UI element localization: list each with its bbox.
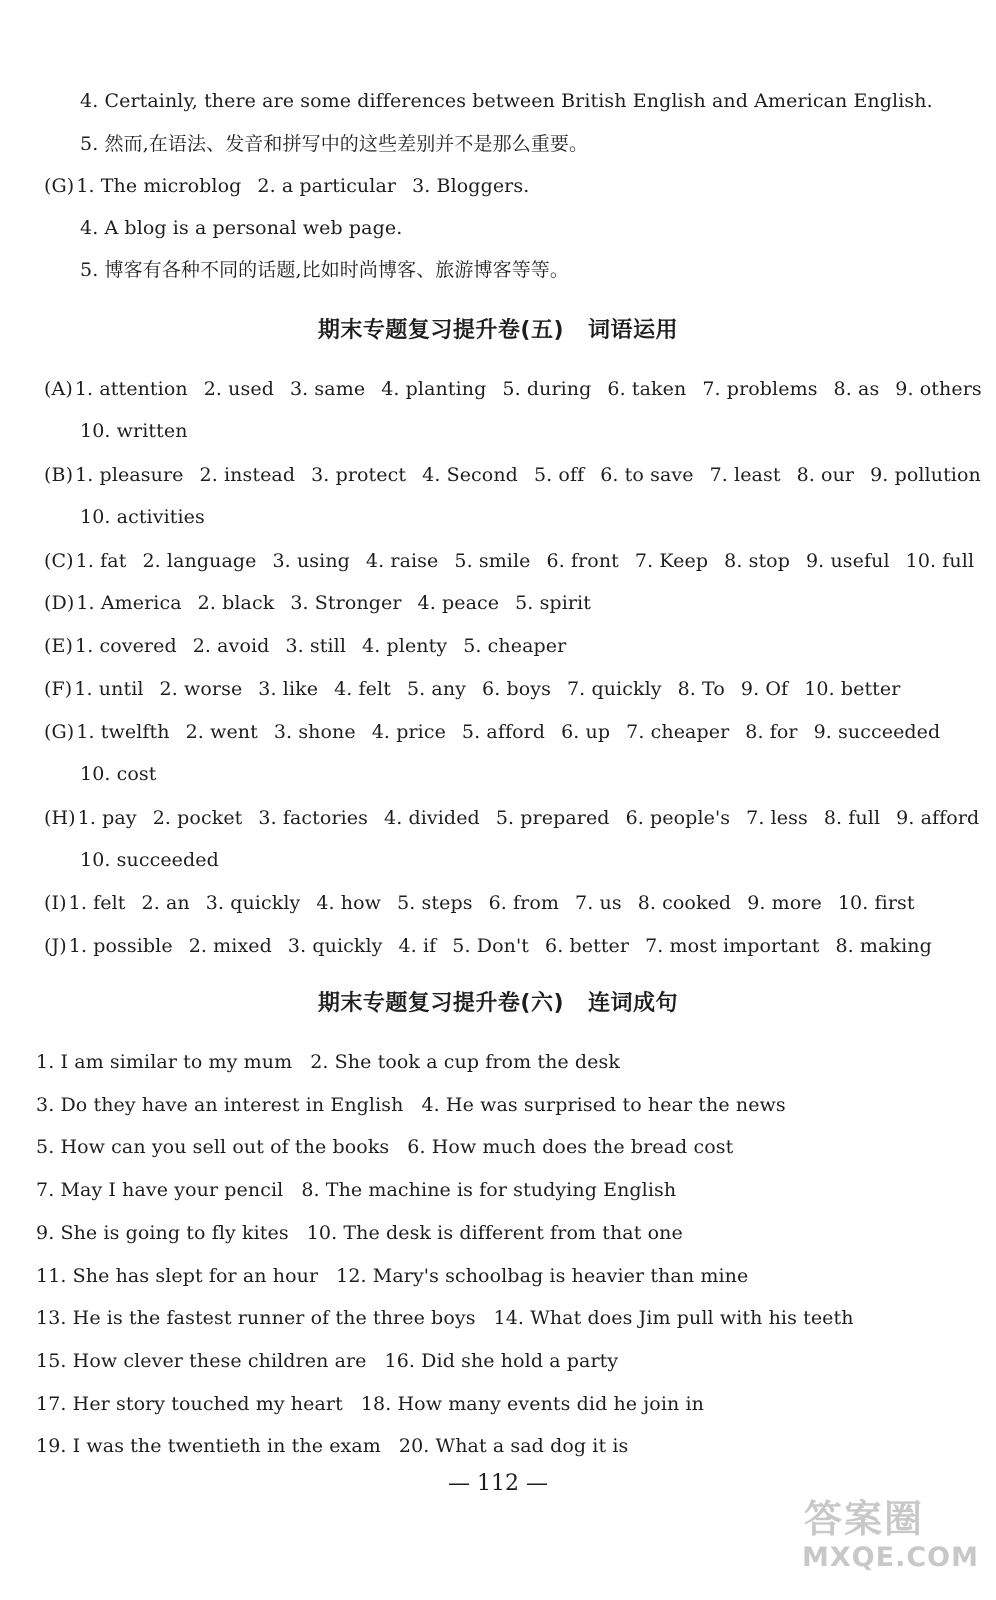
answer-item: 5. smile xyxy=(454,550,531,572)
section-label: (F) xyxy=(44,678,73,700)
sentence-item: 8. The machine is for studying English xyxy=(301,1179,677,1201)
heading-title: 期末专题复习提升卷(五) xyxy=(317,318,565,343)
answer-item: 3. using xyxy=(272,550,350,572)
answer-item: 5. during xyxy=(502,378,592,400)
answer-item: 4. how xyxy=(316,892,382,914)
answer-item: 6. people's xyxy=(625,807,731,829)
sentence-item: 17. Her story touched my heart xyxy=(36,1393,343,1415)
vocab-line xyxy=(44,806,995,830)
sentence-item: 11. She has slept for an hour xyxy=(36,1265,319,1287)
answer-item: 6. boys xyxy=(482,678,551,700)
sentence-line xyxy=(36,1434,646,1458)
answer-item: 7. us xyxy=(575,892,622,914)
answer-item: 4. price xyxy=(371,721,446,743)
answer-item: 9. useful xyxy=(805,550,890,572)
heading-subtitle: 连词成句 xyxy=(588,991,679,1016)
answer-item: 7. problems xyxy=(702,378,818,400)
section-label: (B) xyxy=(44,464,74,486)
answer-item: 2. worse xyxy=(159,678,243,700)
sentence-item: 12. Mary's schoolbag is heavier than mine xyxy=(336,1265,749,1287)
sentence-line xyxy=(36,1093,804,1117)
section-label: (E) xyxy=(44,635,73,657)
answer-line: 5. 然而,在语法、发音和拼写中的这些差别并不是那么重要。 xyxy=(80,133,589,155)
answer-item: 1. until xyxy=(74,678,144,700)
answer-item: 3. factories xyxy=(258,807,369,829)
answer-item: 2. used xyxy=(203,378,274,400)
answer-item: 6. front xyxy=(546,550,619,572)
answer-item: 4. felt xyxy=(334,678,391,700)
answer-item: 1. covered xyxy=(75,635,177,657)
sentence-item: 4. He was surprised to hear the news xyxy=(421,1094,786,1116)
sentence-item: 13. He is the fastest runner of the three boys xyxy=(36,1307,476,1329)
sentence-line xyxy=(36,1264,766,1288)
answer-item: 3. Bloggers. xyxy=(412,175,530,197)
answer-item: 5. afford xyxy=(461,721,546,743)
answer-item: 4. peace xyxy=(417,592,500,614)
answer-item: 3. shone xyxy=(273,721,356,743)
sentence-item: 16. Did she hold a party xyxy=(384,1350,619,1372)
sentence-item: 3. Do they have an interest in English xyxy=(36,1094,404,1116)
section-g-line1 xyxy=(44,174,545,198)
answer-item: 6. to save xyxy=(600,464,694,486)
section-label: (D) xyxy=(44,592,75,614)
sentence-item: 10. The desk is different from that one xyxy=(306,1222,683,1244)
answer-item: 7. cheaper xyxy=(626,721,730,743)
answer-item: 10. better xyxy=(804,678,901,700)
sentence-line xyxy=(36,1221,701,1245)
watermark-en: MXQE.COM xyxy=(802,1542,979,1573)
sentence-item: 20. What a sad dog it is xyxy=(398,1435,629,1457)
heading-subtitle: 词语运用 xyxy=(588,318,679,343)
answer-item: 1. pay xyxy=(77,807,137,829)
vocab-line xyxy=(44,720,956,744)
answer-item: 2. avoid xyxy=(192,635,270,657)
answer-item: 9. others xyxy=(895,378,982,400)
answer-item: 8. as xyxy=(833,378,880,400)
vocab-line xyxy=(44,591,607,615)
section-label: (J) xyxy=(44,935,67,957)
vocab-line xyxy=(44,634,582,658)
sentence-item: 18. How many events did he join in xyxy=(360,1393,704,1415)
answer-item: 2. black xyxy=(197,592,275,614)
answer-item: 7. less xyxy=(746,807,808,829)
page-number: — 112 — xyxy=(448,1471,548,1496)
sentence-item: 6. How much does the bread cost xyxy=(407,1136,734,1158)
answer-item: 1. pleasure xyxy=(75,464,184,486)
answer-item: 5. prepared xyxy=(495,807,610,829)
answer-item: 4. Second xyxy=(422,464,518,486)
answer-line: 4. A blog is a personal web page. xyxy=(80,217,403,239)
vocab-line xyxy=(44,463,996,487)
section-label: (C) xyxy=(44,550,74,572)
sentence-item: 14. What does Jim pull with his teeth xyxy=(493,1307,854,1329)
answer-item: 5. off xyxy=(533,464,585,486)
answer-item: 5. any xyxy=(406,678,467,700)
answer-item: 4. divided xyxy=(384,807,480,829)
answer-item: 4. if xyxy=(398,935,437,957)
answer-item: 2. an xyxy=(141,892,190,914)
answer-item: 8. stop xyxy=(724,550,790,572)
sentence-item: 15. How clever these children are xyxy=(36,1350,367,1372)
sentence-item: 2. She took a cup from the desk xyxy=(310,1051,620,1073)
answer-item: 9. afford xyxy=(896,807,980,829)
answer-item: 3. same xyxy=(289,378,366,400)
section-label: (G) xyxy=(44,721,75,743)
answer-item: 3. quickly xyxy=(205,892,301,914)
answer-item: 5. Don't xyxy=(452,935,530,957)
vocab-line xyxy=(44,377,996,401)
answer-item: 8. for xyxy=(745,721,798,743)
answer-item: 6. from xyxy=(488,892,560,914)
answer-item: 4. planting xyxy=(381,378,487,400)
sentence-line xyxy=(36,1306,872,1330)
sentence-line xyxy=(36,1178,694,1202)
answer-item: 10. activities xyxy=(80,506,205,528)
answer-item: 5. cheaper xyxy=(463,635,567,657)
answer-item: 7. Keep xyxy=(634,550,709,572)
answer-item: 1. America xyxy=(76,592,182,614)
answer-item: 2. mixed xyxy=(188,935,272,957)
sentence-item: 9. She is going to fly kites xyxy=(36,1222,289,1244)
sentence-item: 7. May I have your pencil xyxy=(36,1179,284,1201)
answer-item: 6. taken xyxy=(607,378,687,400)
answer-item: 2. pocket xyxy=(152,807,243,829)
answer-item: 10. first xyxy=(837,892,915,914)
answer-item: 8. To xyxy=(677,678,725,700)
answer-item: 1. felt xyxy=(68,892,126,914)
answer-item: 1. fat xyxy=(75,550,127,572)
answer-item: 9. more xyxy=(747,892,822,914)
answer-item: 2. a particular xyxy=(257,175,397,197)
answer-item: 3. quickly xyxy=(287,935,383,957)
answer-item: 9. succeeded xyxy=(813,721,941,743)
answer-item: 7. least xyxy=(709,464,781,486)
sentence-item: 1. I am similar to my mum xyxy=(36,1051,293,1073)
vocab-line xyxy=(44,549,990,573)
answer-item: 6. better xyxy=(545,935,630,957)
section-label: (I) xyxy=(44,892,67,914)
sentence-line xyxy=(36,1135,751,1159)
answer-item: 9. Of xyxy=(740,678,789,700)
answer-item: 10. full xyxy=(905,550,975,572)
answer-item: 9. pollution xyxy=(870,464,981,486)
answer-item: 3. protect xyxy=(311,464,407,486)
answer-item: 3. Stronger xyxy=(290,592,402,614)
sentence-item: 5. How can you sell out of the books xyxy=(36,1136,390,1158)
answer-item: 2. went xyxy=(185,721,258,743)
answer-item: 7. most important xyxy=(645,935,820,957)
answer-item: 10. cost xyxy=(80,763,157,785)
vocab-line xyxy=(44,934,948,958)
answer-item: 8. cooked xyxy=(637,892,732,914)
answer-item: 7. quickly xyxy=(566,678,662,700)
answer-item: 4. plenty xyxy=(362,635,448,657)
vocab-line xyxy=(44,677,916,701)
answer-item: 5. steps xyxy=(397,892,473,914)
answer-item: 3. like xyxy=(258,678,319,700)
sentence-line xyxy=(36,1392,722,1416)
section-heading-6 xyxy=(0,990,996,1018)
answer-item: 2. instead xyxy=(199,464,296,486)
answer-item: 1. possible xyxy=(68,935,173,957)
watermark-cn: 答案圈 xyxy=(804,1497,925,1541)
answer-item: 8. making xyxy=(835,935,932,957)
answer-item: 1. attention xyxy=(74,378,188,400)
watermark-logo xyxy=(800,1488,980,1588)
answer-item: 8. full xyxy=(823,807,881,829)
sentence-line xyxy=(36,1349,636,1373)
answer-line: 5. 博客有各种不同的话题,比如时尚博客、旅游博客等等。 xyxy=(80,259,570,281)
answer-item: 4. raise xyxy=(365,550,439,572)
answer-item: 10. succeeded xyxy=(80,849,219,871)
answer-item: 3. still xyxy=(285,635,347,657)
section-label: (A) xyxy=(44,378,73,400)
answer-item: 6. up xyxy=(561,721,611,743)
answer-item: 5. spirit xyxy=(515,592,591,614)
vocab-line xyxy=(44,891,931,915)
section-label: (G) xyxy=(44,175,75,197)
answer-item: 8. our xyxy=(796,464,855,486)
heading-title: 期末专题复习提升卷(六) xyxy=(317,991,565,1016)
section-label: (H) xyxy=(44,807,76,829)
section-heading-5 xyxy=(0,317,996,345)
answer-item: 2. language xyxy=(142,550,257,572)
answer-item: 1. twelfth xyxy=(76,721,170,743)
answer-item: 1. The microblog xyxy=(76,175,242,197)
answer-item: 10. written xyxy=(80,420,188,442)
sentence-item: 19. I was the twentieth in the exam xyxy=(36,1435,381,1457)
answer-line: 4. Certainly, there are some differences between British English and American English. xyxy=(80,90,933,112)
sentence-line xyxy=(36,1050,638,1074)
